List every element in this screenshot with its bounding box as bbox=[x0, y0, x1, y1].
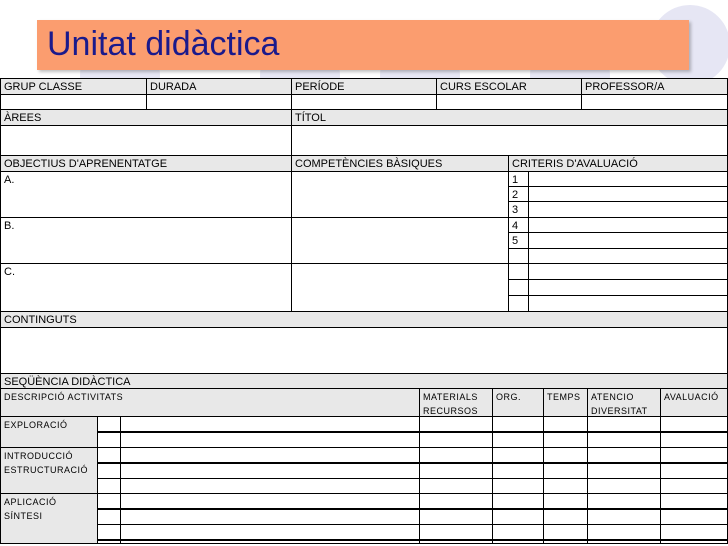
activity-cell[interactable] bbox=[587, 540, 661, 544]
activity-number-cell[interactable] bbox=[97, 524, 121, 540]
arees-field[interactable] bbox=[0, 125, 292, 156]
activity-cell[interactable] bbox=[492, 540, 544, 544]
activity-cell[interactable] bbox=[120, 416, 420, 432]
criteria-number: 1 bbox=[508, 171, 529, 187]
activity-cell[interactable] bbox=[660, 432, 728, 448]
activity-cell[interactable] bbox=[419, 478, 493, 494]
activity-cell[interactable] bbox=[120, 524, 420, 540]
activity-cell[interactable] bbox=[419, 463, 493, 479]
descripcio-activitats-header: DESCRIPCIÓ ACTIVITATS bbox=[0, 388, 420, 417]
activity-cell[interactable] bbox=[543, 447, 588, 463]
activity-cell[interactable] bbox=[120, 463, 420, 479]
lesson-plan-form bbox=[0, 78, 728, 544]
criteris-label: CRITERIS D'AVALUACIÓ bbox=[508, 155, 728, 172]
professor-field[interactable] bbox=[581, 94, 728, 110]
activity-cell[interactable] bbox=[660, 447, 728, 463]
activity-number-cell[interactable] bbox=[97, 493, 121, 509]
activity-cell[interactable] bbox=[492, 432, 544, 448]
criteria-field[interactable] bbox=[528, 217, 728, 233]
activity-number-cell[interactable] bbox=[97, 478, 121, 494]
materials-header: MATERIALS RECURSOS bbox=[419, 388, 493, 417]
activity-cell[interactable] bbox=[543, 493, 588, 509]
activity-cell[interactable] bbox=[120, 493, 420, 509]
criteria-number: 4 bbox=[508, 217, 529, 233]
phase-aplicacio: APLICACIÓ SÍNTESI bbox=[0, 493, 98, 544]
activity-cell[interactable] bbox=[419, 416, 493, 432]
activity-cell[interactable] bbox=[587, 463, 661, 479]
objective-b[interactable]: B. bbox=[0, 217, 292, 264]
objective-c[interactable]: C. bbox=[0, 263, 292, 312]
page-title: Unitat didàctica bbox=[47, 25, 280, 63]
criteria-field[interactable] bbox=[528, 248, 728, 264]
activity-cell[interactable] bbox=[492, 493, 544, 509]
activity-cell[interactable] bbox=[543, 509, 588, 525]
activity-number-cell[interactable] bbox=[97, 447, 121, 463]
activity-cell[interactable] bbox=[419, 493, 493, 509]
criteria-field[interactable] bbox=[528, 295, 728, 312]
activity-number-cell[interactable] bbox=[97, 432, 121, 448]
curs-escolar-field[interactable] bbox=[436, 94, 582, 110]
activity-cell[interactable] bbox=[543, 463, 588, 479]
phase-exploracio: EXPLORACIÓ bbox=[0, 416, 98, 448]
continguts-label: CONTINGUTS bbox=[0, 311, 728, 328]
competence-c[interactable] bbox=[291, 263, 509, 312]
activity-cell[interactable] bbox=[660, 509, 728, 525]
title-banner bbox=[37, 20, 689, 70]
professor-label: PROFESSOR/A bbox=[581, 78, 728, 95]
activity-cell[interactable] bbox=[492, 524, 544, 540]
criteria-field[interactable] bbox=[528, 201, 728, 218]
activity-cell[interactable] bbox=[492, 463, 544, 479]
activity-cell[interactable] bbox=[419, 524, 493, 540]
activity-cell[interactable] bbox=[492, 478, 544, 494]
criteria-number: 5 bbox=[508, 232, 529, 249]
arees-label: ÀREES bbox=[0, 109, 292, 126]
phase-introduccio: INTRODUCCIÓ ESTRUCTURACIÓ bbox=[0, 447, 98, 494]
activity-cell[interactable] bbox=[660, 463, 728, 479]
activity-cell[interactable] bbox=[587, 493, 661, 509]
activity-cell[interactable] bbox=[543, 432, 588, 448]
activity-cell[interactable] bbox=[543, 478, 588, 494]
activity-number-cell[interactable] bbox=[97, 540, 121, 544]
activity-cell[interactable] bbox=[120, 509, 420, 525]
activity-number-cell[interactable] bbox=[97, 416, 121, 432]
titol-label: TÍTOL bbox=[291, 109, 728, 126]
criteria-field[interactable] bbox=[528, 232, 728, 249]
activity-cell[interactable] bbox=[419, 447, 493, 463]
temps-header: TEMPS bbox=[543, 388, 588, 417]
activity-cell[interactable] bbox=[543, 540, 588, 544]
competencies-label: COMPETÈNCIES BÀSIQUES bbox=[291, 155, 509, 172]
activity-cell[interactable] bbox=[492, 509, 544, 525]
activity-cell[interactable] bbox=[543, 416, 588, 432]
periode-field[interactable] bbox=[291, 94, 437, 110]
sequencia-label: SEQÜÈNCIA DIDÀCTICA bbox=[0, 373, 728, 389]
grup-classe-field[interactable] bbox=[0, 94, 147, 110]
curs-escolar-label: CURS ESCOLAR bbox=[436, 78, 582, 95]
criteria-number bbox=[508, 279, 529, 296]
activity-number-cell[interactable] bbox=[97, 509, 121, 525]
activity-cell[interactable] bbox=[419, 432, 493, 448]
activity-number-cell[interactable] bbox=[97, 463, 121, 479]
titol-field[interactable] bbox=[291, 125, 728, 156]
activity-cell[interactable] bbox=[120, 432, 420, 448]
criteria-field[interactable] bbox=[528, 171, 728, 187]
activity-cell[interactable] bbox=[587, 432, 661, 448]
avaluacio-header: AVALUACIÓ bbox=[660, 388, 728, 417]
atencio-header: ATENCIO DIVERSITAT bbox=[587, 388, 661, 417]
activity-cell[interactable] bbox=[660, 416, 728, 432]
criteria-field[interactable] bbox=[528, 186, 728, 202]
activity-cell[interactable] bbox=[419, 540, 493, 544]
criteria-number bbox=[508, 295, 529, 312]
grup-classe-label: GRUP CLASSE bbox=[0, 78, 147, 95]
activity-cell[interactable] bbox=[543, 524, 588, 540]
criteria-number: 3 bbox=[508, 201, 529, 218]
activity-cell[interactable] bbox=[587, 478, 661, 494]
org-header: ORG. bbox=[492, 388, 544, 417]
activity-cell[interactable] bbox=[587, 447, 661, 463]
criteria-number bbox=[508, 263, 529, 280]
activity-cell[interactable] bbox=[587, 524, 661, 540]
periode-label: PERÍODE bbox=[291, 78, 437, 95]
activity-cell[interactable] bbox=[660, 493, 728, 509]
criteria-field[interactable] bbox=[528, 263, 728, 280]
activity-cell[interactable] bbox=[660, 524, 728, 540]
activity-cell[interactable] bbox=[660, 478, 728, 494]
activity-cell[interactable] bbox=[120, 540, 420, 544]
criteria-field[interactable] bbox=[528, 279, 728, 296]
objectius-label: OBJECTIUS D'APRENENTATGE bbox=[0, 155, 292, 172]
competence-a[interactable] bbox=[291, 171, 509, 218]
activity-cell[interactable] bbox=[660, 540, 728, 544]
durada-field[interactable] bbox=[146, 94, 292, 110]
activity-cell[interactable] bbox=[492, 447, 544, 463]
criteria-number: 2 bbox=[508, 186, 529, 202]
activity-cell[interactable] bbox=[587, 416, 661, 432]
competence-b[interactable] bbox=[291, 217, 509, 264]
durada-label: DURADA bbox=[146, 78, 292, 95]
activity-cell[interactable] bbox=[120, 478, 420, 494]
activity-cell[interactable] bbox=[587, 509, 661, 525]
activity-cell[interactable] bbox=[419, 509, 493, 525]
criteria-number bbox=[508, 248, 529, 264]
continguts-field[interactable] bbox=[0, 327, 728, 374]
activity-cell[interactable] bbox=[120, 447, 420, 463]
objective-a[interactable]: A. bbox=[0, 171, 292, 218]
activity-cell[interactable] bbox=[492, 416, 544, 432]
